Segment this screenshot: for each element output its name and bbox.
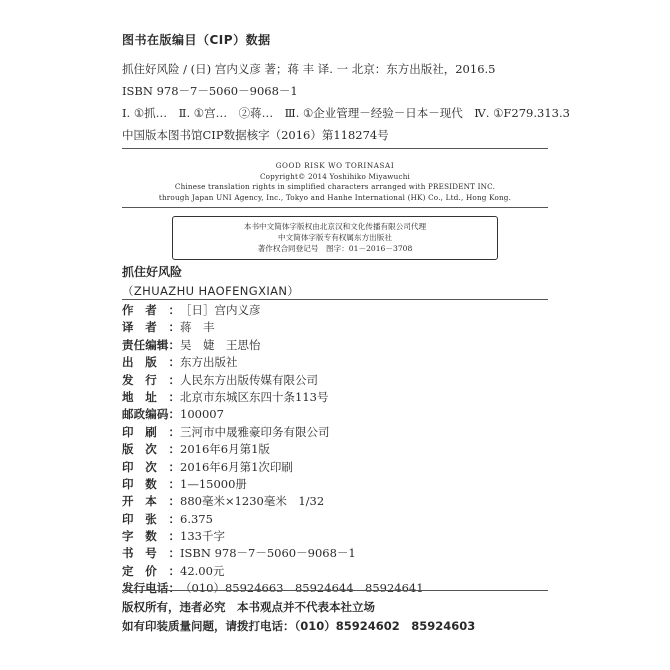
detail-label: 开 本 ： — [122, 494, 180, 509]
detail-row — [122, 406, 522, 423]
divider-bottom — [122, 590, 548, 591]
cip-data-block — [122, 58, 642, 146]
cip-line-author: 抓住好风险 / (日) 宫内义彦 著；蒋 丰 译. 一 北京：东方出版社，2016.5 — [122, 62, 496, 76]
detail-row — [122, 441, 522, 458]
detail-row — [122, 459, 522, 476]
english-copyright: Copyright© 2014 Yoshihiko Miyawuchi — [259, 171, 411, 181]
rights-box-line-agency: 本书中文简体字版权由北京汉和文化传播有限公司代理 — [243, 222, 427, 231]
detail-row — [122, 389, 522, 406]
detail-value: 人民东方出版传媒有限公司 — [180, 372, 318, 387]
detail-value: 2016年6月第1版 — [180, 442, 270, 457]
detail-row — [122, 424, 522, 441]
detail-row — [122, 580, 522, 597]
detail-label: 出 版 ： — [122, 355, 180, 370]
detail-value: 三河市中晟雅豪印务有限公司 — [180, 424, 330, 439]
rights-notice-box — [172, 216, 498, 260]
detail-label: 书 号 ： — [122, 546, 180, 561]
detail-row — [122, 372, 522, 389]
detail-row — [122, 545, 522, 562]
detail-value: 北京市东城区东四十条113号 — [180, 389, 329, 404]
detail-value: ［日］宫内义彦 — [180, 303, 261, 317]
detail-row — [122, 354, 522, 371]
detail-value: 蒋 丰 — [180, 320, 215, 335]
detail-label: 地 址 ： — [122, 389, 180, 404]
english-rights: Chinese translation rights in simplified characters arranged with PRESIDENT INC. — [174, 182, 496, 191]
book-title: 抓住好风险 — [122, 265, 183, 279]
detail-label: 印 张 ： — [122, 511, 180, 526]
detail-label: 发 行 ： — [122, 372, 180, 387]
detail-label: 印 次 ： — [122, 459, 180, 474]
cip-title: 图书在版编目（CIP）数据 — [122, 33, 271, 47]
publication-details — [122, 302, 522, 598]
cip-line-classification: Ⅰ. ①抓… Ⅱ. ①宫… ②蒋… Ⅲ. ①企业管理－经验－日本－现代 Ⅳ. ①F279.313.3 — [122, 106, 570, 120]
detail-row — [122, 563, 522, 580]
footer-notice — [122, 598, 475, 636]
detail-row — [122, 337, 522, 354]
detail-value: （010）85924663 85924644 85924641 — [180, 581, 424, 596]
detail-label: 印 刷 ： — [122, 424, 180, 439]
detail-row — [122, 319, 522, 336]
detail-label: 作 者 ： — [122, 303, 180, 317]
divider-details — [122, 299, 548, 300]
english-rights-block — [122, 161, 548, 203]
detail-label: 版 次 ： — [122, 442, 180, 457]
cip-line-isbn: ISBN 978－7－5060－9068－1 — [122, 84, 298, 98]
detail-value: 42.00元 — [180, 563, 225, 578]
divider-middle — [122, 207, 548, 208]
cip-line-number: 中国版本图书馆CIP数据核字（2016）第118274号 — [122, 128, 389, 142]
english-title: GOOD RISK WO TORINASAI — [275, 161, 395, 170]
detail-value: ISBN 978－7－5060－9068－1 — [180, 546, 356, 561]
detail-value: 880毫米×1230毫米 1/32 — [180, 494, 325, 509]
english-through: through Japan UNI Agency, Inc., Tokyo and Hanhe International (HK) Co., Ltd., Hong Kong. — [158, 192, 512, 202]
detail-value: 吴 婕 王思怡 — [180, 337, 261, 352]
detail-value: 1—15000册 — [180, 476, 247, 491]
detail-value: 6.375 — [180, 511, 213, 526]
detail-value: 东方出版社 — [180, 355, 238, 370]
detail-row — [122, 511, 522, 528]
detail-value: 2016年6月第1次印刷 — [180, 459, 293, 474]
divider-top — [122, 148, 548, 149]
detail-row — [122, 493, 522, 510]
detail-label: 定 价 ： — [122, 563, 180, 578]
detail-value: 100007 — [180, 407, 224, 422]
rights-box-line-publisher: 中文简体字版专有权属东方出版社 — [278, 233, 392, 242]
detail-row — [122, 476, 522, 493]
detail-label: 字 数 ： — [122, 529, 180, 544]
detail-label: 邮 政 编 码 ： — [122, 407, 180, 422]
footer-quality-line: 如有印装质量问题，请拨打电话：（010）85924602 85924603 — [122, 619, 476, 633]
detail-label: 责 任 编 辑 ： — [122, 337, 180, 352]
rights-box-line-registration: 著作权合同登记号 图字：01－2016－3708 — [257, 244, 413, 253]
detail-row — [122, 528, 522, 545]
detail-value: 133千字 — [180, 529, 225, 544]
detail-label: 印 数 ： — [122, 476, 180, 491]
footer-rights-line: 版权所有，违者必究 本书观点并不代表本社立场 — [122, 600, 375, 614]
detail-label: 译 者 ： — [122, 320, 180, 335]
detail-label: 发 行 电 话 ： — [122, 581, 180, 596]
book-pinyin: （ZHUAZHU HAOFENGXIAN） — [122, 284, 300, 298]
detail-row — [122, 302, 522, 319]
